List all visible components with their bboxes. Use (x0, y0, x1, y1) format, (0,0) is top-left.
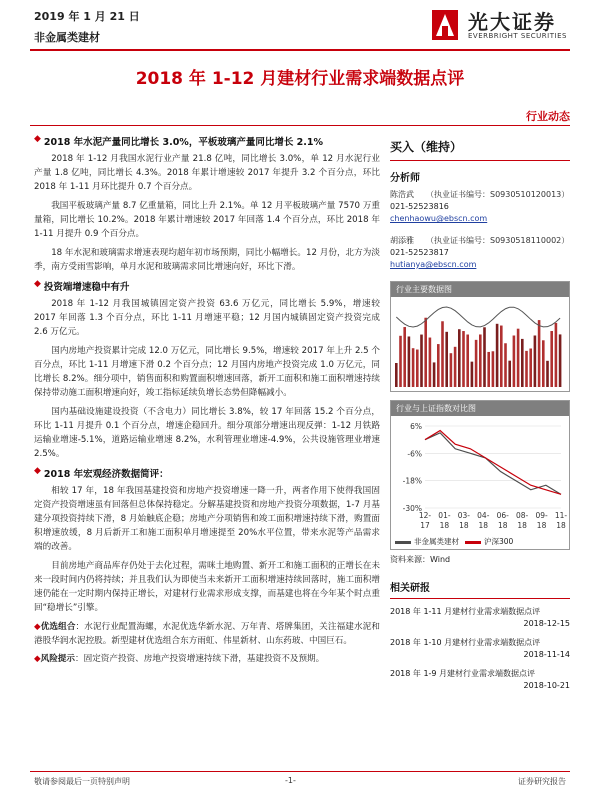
y-tick-label: -6% (407, 449, 422, 459)
page-title: 2018 年 1-12 月建材行业需求端数据点评 (135, 69, 465, 89)
x-tick-label: 18 (497, 521, 508, 530)
chart-bar (492, 351, 495, 387)
paragraph: 相较 17 年，18 年我国基建投资和房地产投资增速一降一升，两者作用下使得我国固定资产投资增速虽有回落但总体保持稳定。分解基建投资和房地产投资分项数据，1-7 月基建分项投资持续下滑，8 月始触底企稳；房地产分项销售和竣工面积增速持续下滑，购置面积增速放缓，8 月后新开工和施工面积单月增速提至 20%水平位置，带来水泥等产品需求端的改善。 (34, 486, 380, 552)
x-tick-label: 06- (496, 511, 509, 520)
chart-bar (521, 339, 524, 387)
chart-bar (437, 344, 440, 387)
legend-item: 非金属类建材 (395, 536, 459, 547)
chart-bar (542, 340, 545, 387)
chart-bar (471, 362, 474, 387)
industry-vs-index-chart (390, 400, 570, 550)
chart-bar (403, 327, 406, 387)
chart-bar (416, 350, 419, 387)
analyst-card: 陈浩武 （执业证书编号：S0930510120013） 021-52523816 chenhaowu@ebscn.com (390, 190, 570, 223)
report-date: 2019 年 1 月 21 日 (34, 10, 140, 23)
legend-item: 沪深300 (465, 536, 513, 547)
industry-data-chart (390, 281, 570, 392)
chart-bar (441, 321, 444, 387)
paragraph: 目前房地产商品库存仍处于去化过程，需咪土地购置、新开工和施工面积的正增长在未来一段时间内仍将持续；并且我们认为即使当未来新开工面积增速持续回落时，施工面积增速仍能在一定时期内保持正增长，对建材行业需求形成支撑，而基建也将在今年某个时点重回“稳增长”引擎。 (34, 561, 380, 613)
x-tick-label: 08- (516, 511, 529, 520)
chart-legend (391, 534, 569, 549)
diamond-bullet-icon: ◆ (34, 134, 41, 144)
chart-bar (412, 348, 415, 387)
logo-text-cn: 光大证券 (468, 10, 556, 34)
x-tick-label: 03- (457, 511, 470, 520)
chart-bar (504, 343, 507, 387)
chart-area (391, 297, 569, 391)
page-number: -1- (285, 776, 296, 785)
report-type: 行业动态 (526, 110, 570, 123)
chart-bar (529, 348, 532, 387)
rating-divider (390, 160, 570, 161)
chart-area (391, 416, 569, 534)
sidebar (390, 134, 570, 692)
chart-bar (424, 318, 427, 387)
analyst-card: 胡添雅 （执业证书编号：S0930518110002） 021-52523817 hutianya@ebscn.com (390, 236, 570, 269)
risk-warning: ◆风险提示：固定资产投资、房地产投资增速持续下滑，基建投资不及预期。 (34, 654, 325, 664)
chart-bar (496, 324, 499, 387)
y-tick-label: -30% (402, 504, 422, 513)
research-item[interactable]: 2018 年 1-9 月建材行业需求端数据点评 2018-10-21 (390, 669, 570, 690)
section-heading-output: ◆ 2018 年水泥产量同比增长 3.0%，平板玻璃产量同比增长 2.1% (34, 134, 323, 148)
chart-bar (525, 351, 528, 387)
header-divider (30, 49, 570, 51)
diamond-bullet-icon: ◆ (34, 279, 41, 289)
chart-bar (433, 362, 436, 387)
series-line (425, 433, 561, 495)
chart-bar (445, 332, 448, 387)
chart-bar (466, 335, 469, 387)
analyst-heading: 分析师 (390, 173, 420, 184)
x-tick-label: 18 (556, 521, 566, 530)
x-tick-label: 09- (535, 511, 548, 520)
x-tick-label: 18 (536, 521, 547, 530)
diamond-bullet-icon: ◆ (34, 466, 41, 476)
x-tick-label: 18 (439, 521, 450, 530)
x-tick-label: 18 (459, 521, 469, 530)
paragraph: 18 年水泥和玻璃需求增速表现均超年初市场预期，同比小幅增长。12 月份，北方为淡季，南方受雨雪影响，单月水泥和玻璃需求同比增速向好，环比下滑。 (34, 248, 380, 272)
chart-bar (559, 334, 562, 387)
x-tick-label: 01- (438, 511, 451, 520)
email-link[interactable]: chenhaowu@ebscn.com (390, 214, 488, 223)
chart-bar (420, 335, 423, 387)
paragraph: 2018 年 1-12 月我国城镇固定资产投资 63.6 万亿元，同比增长 5.9%，增速较 2017 年回落 1.3 个百分点，环比 1-11 月增速平稳；12 月国内城镇固定资产投资完成 2.6 万亿元。 (34, 299, 380, 337)
series-line (425, 431, 561, 495)
section-heading-investment: ◆ 投资端增速稳中有升 (34, 279, 130, 293)
x-tick-label: 12- (418, 511, 432, 520)
chart-bar (534, 335, 537, 387)
chart-bar (538, 320, 541, 387)
chart-source: 资料来源：Wind (390, 555, 451, 564)
chart-bar (517, 329, 520, 387)
related-research-heading: 相关研报 (390, 583, 430, 594)
chart-bar (450, 353, 453, 387)
footer-label: 证券研究报告 (518, 777, 566, 786)
footer-disclaimer: 敬请参阅最后一页特别声明 (34, 777, 130, 786)
paragraph: 我国平板玻璃产量 8.7 亿重量箱，同比上升 2.1%。单 12 月平板玻璃产量 7570 万重量箱，同比增长 10.2%。2018 年累计增速较 2017 年回落 1.4 个百分点，环比 2018 年 1-11 月提升 0.9 个百分点。 (34, 201, 380, 239)
section-heading-macro: ◆ 2018 年宏观经济数据简评： (34, 466, 169, 480)
chart-bar (546, 361, 549, 387)
rating: 买入（维持） (390, 140, 463, 154)
x-tick-label: 18 (478, 521, 489, 530)
chart-bar (395, 363, 398, 387)
x-tick-label: 17 (420, 521, 430, 530)
chart-bar (500, 326, 503, 387)
chart-bar (479, 334, 482, 387)
x-tick-label: 11- (554, 511, 568, 520)
chart-bar (458, 329, 461, 387)
comparison-line-chart (391, 416, 569, 534)
research-item[interactable]: 2018 年 1-11 月建材行业需求端数据点评 2018-12-15 (390, 607, 570, 628)
y-tick-label: -18% (402, 476, 422, 486)
paragraph: 国内基础设施建设投资（不含电力）同比增长 3.8%，较 17 年回落 15.2 个百分点，环比 1-11 月提升 0.1 个百分点，增速企稳回升。细分项部分增速出现反弹：1-12 月铁路运输业增速-5.1%，道路运输业增速 8.2%，水利管理业增速-4.9%，公共设施管理业增速 2.5%。 (34, 407, 380, 459)
chart-title: 行业与上证指数对比图 (391, 401, 569, 416)
industry-label: 非金属类建材 (34, 31, 100, 44)
chart-bar (483, 327, 486, 387)
research-divider (390, 598, 570, 599)
research-item[interactable]: 2018 年 1-10 月建材行业需求端数据点评 2018-11-14 (390, 638, 570, 659)
chart-bar (408, 336, 411, 387)
chart-bar (508, 361, 511, 387)
chart-bar (555, 323, 558, 387)
x-tick-label: 04- (477, 511, 490, 520)
logo-text-en: EVERBRIGHT SECURITIES (468, 32, 567, 40)
diamond-bullet-icon: ◆ (34, 654, 41, 664)
industry-data-bars (391, 297, 569, 391)
chart-bar (550, 331, 553, 387)
main-body (34, 134, 380, 670)
chart-bar (487, 352, 490, 387)
x-tick-label: 18 (517, 521, 527, 530)
chart-bar (454, 347, 457, 387)
paragraph: 国内房地产投资累计完成 12.0 万亿元，同比增长 9.5%，增速较 2017 年上升 2.5 个百分点，环比 1-11 月增速下滑 0.2 个百分点；12 月国内房地产投资完成 1.0 万亿元，同比增长 8.2%。细分项中，销售面积和购置面积增速回落，新开工面积和施工面积增速持续保持带动施工面积增速向好，竣工指标延续负增长态势但降幅减小。 (34, 346, 380, 398)
y-tick-label: 6% (410, 422, 422, 431)
email-link[interactable]: hutianya@ebscn.com (390, 260, 477, 269)
chart-title: 行业主要数据图 (391, 282, 569, 297)
chart-bar (475, 340, 478, 387)
chart-bar (462, 331, 465, 387)
title-divider (30, 125, 570, 126)
paragraph: 2018 年 1-12 月我国水泥行业产量 21.8 亿吨，同比增长 3.0%，单 12 月水泥行业产量 1.8 亿吨，同比增长 4.3%。2018 年累计增速较 2017 年提升 3.2 个百分点，环比 2018 年 1-11 月环比提升 0.7 个百分点。 (34, 154, 380, 192)
recommendation: ◆优选组合：水泥行业配置海螺，水泥优选华新水泥、万年青、塔牌集团，关注福建水泥和港股华润水泥控股。新型建材优选组合东方雨虹、伟星新材、山东药玻、中国巨石。 (34, 622, 380, 646)
diamond-bullet-icon: ◆ (34, 622, 41, 632)
chart-bar (513, 336, 516, 387)
chart-bar (429, 338, 432, 387)
chart-bar (399, 336, 402, 387)
footer-divider (30, 771, 570, 772)
